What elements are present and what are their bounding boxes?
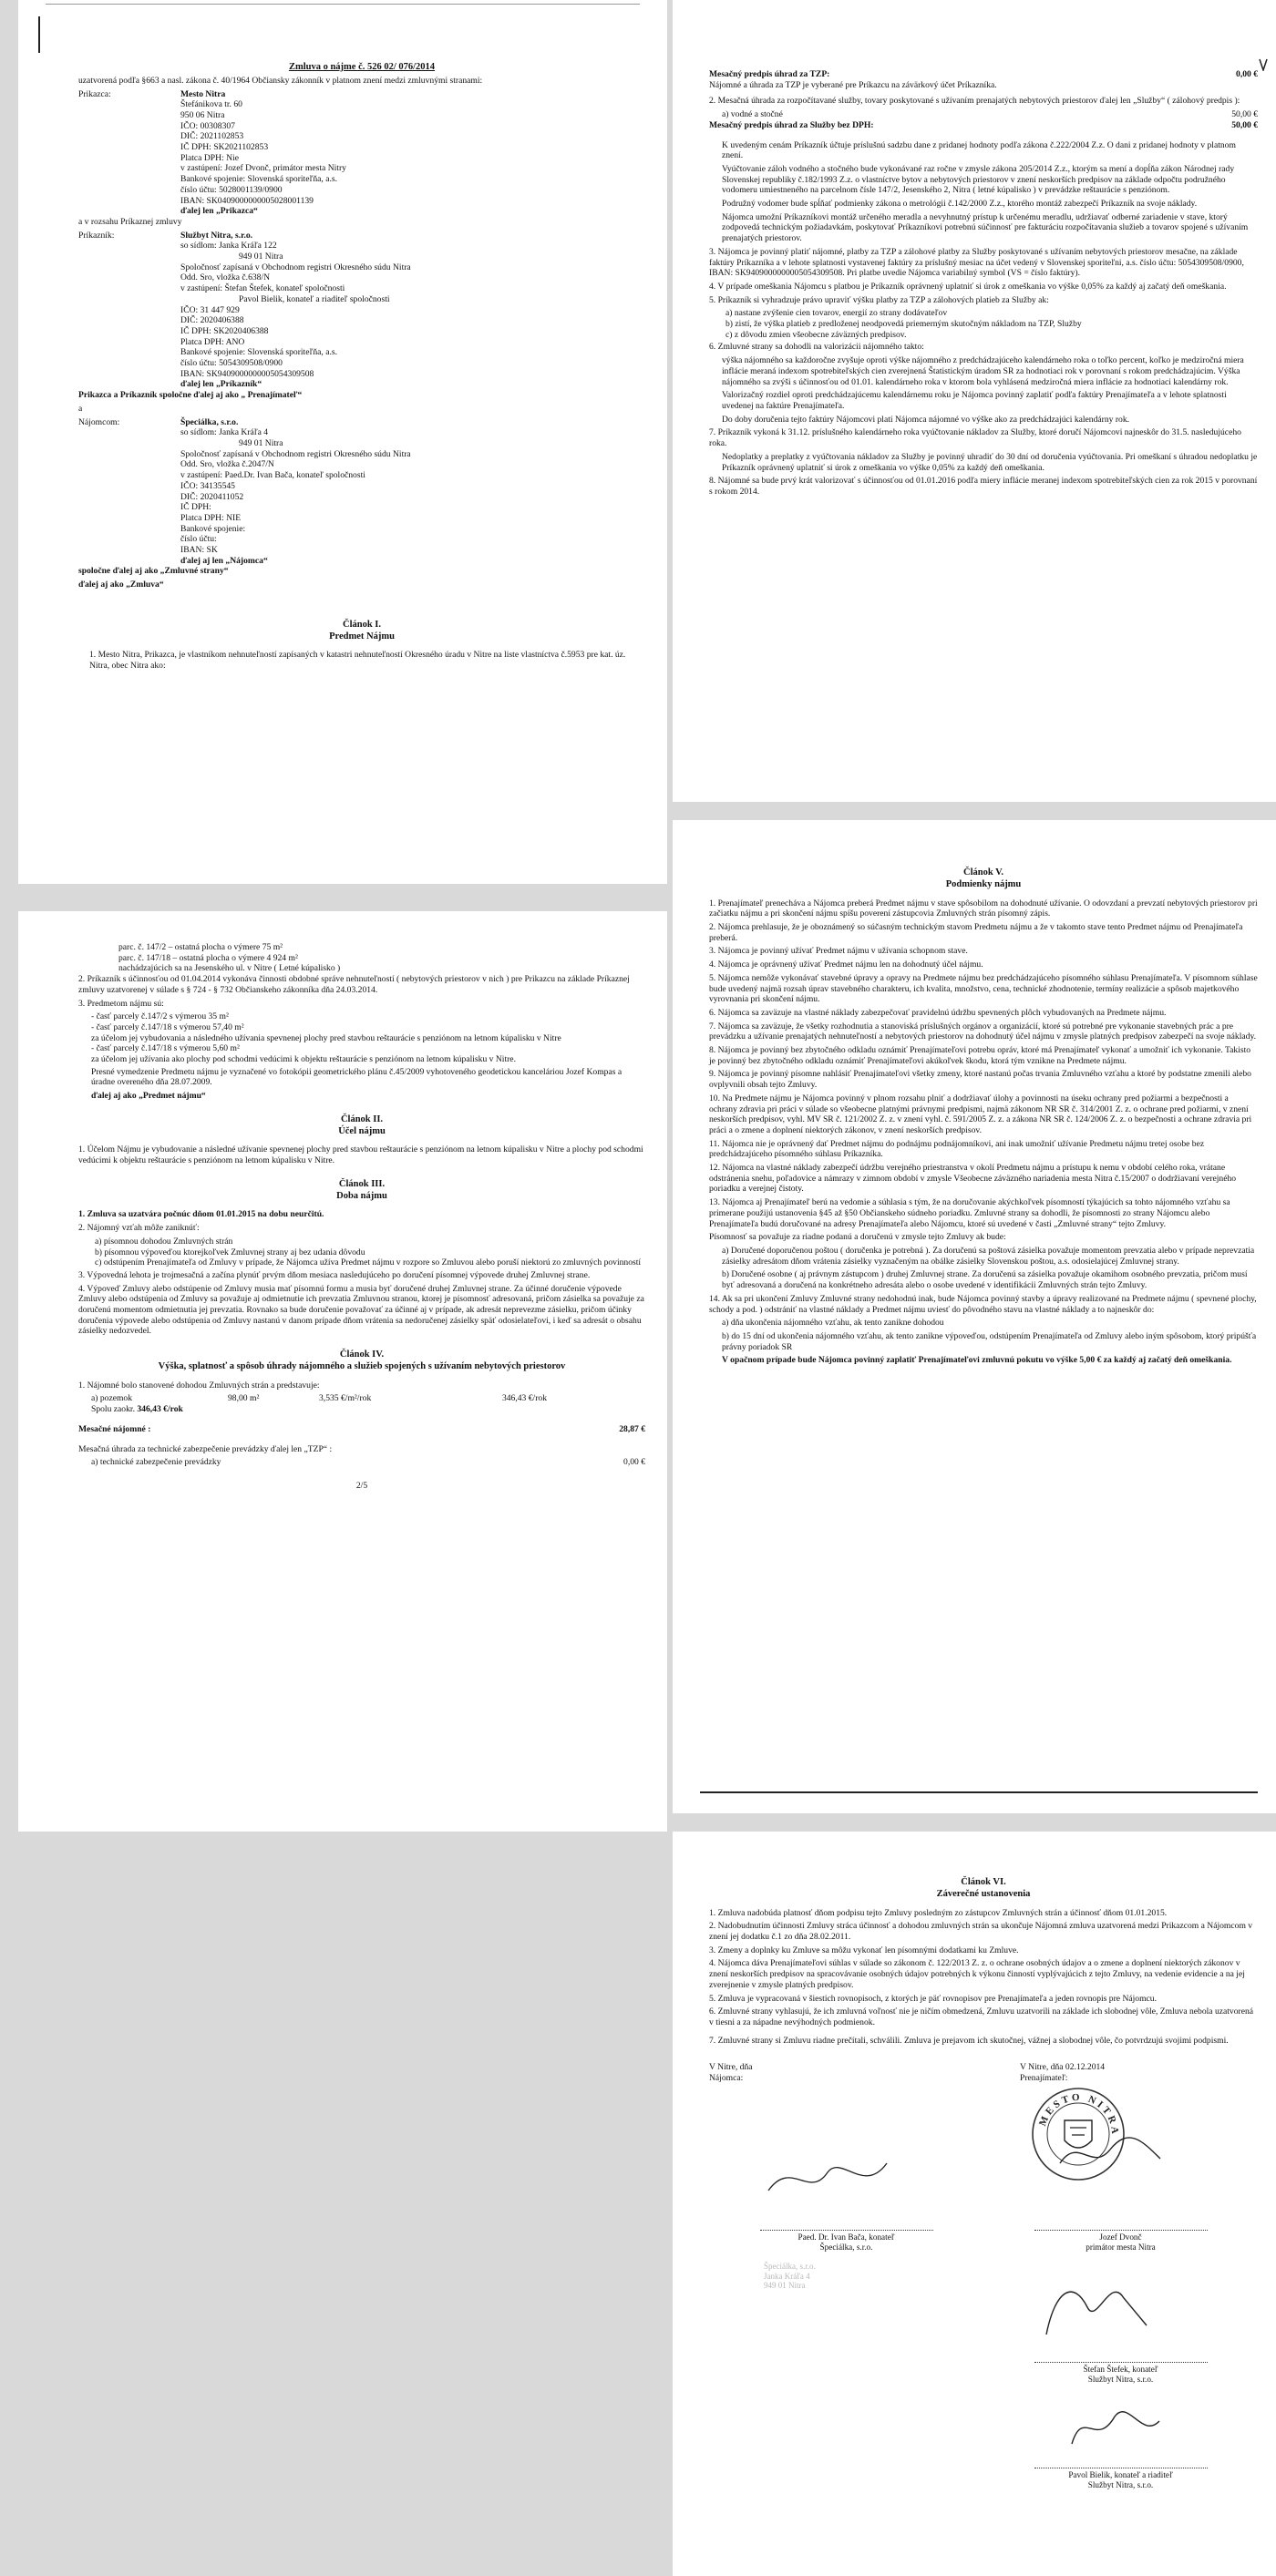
article-5-subheading: Podmienky nájmu <box>945 878 1022 889</box>
party-prikazca <box>78 89 645 217</box>
services-text: K uvedeným cenám Príkazník účtuje príslušnú sadzbu dane z pridanej hodnoty podľa zákona č.222/2004 Z.z. O dani z pridanej hodnoty v platnom znení. <box>722 139 1236 161</box>
signatory-name: Štefan Štefek, konateľ <box>1083 2365 1158 2375</box>
adjustment-reason: b) zistí, že výška platieb z predloženej neodpovedá priemerným skutočným nákladom na TZP, Služby <box>725 319 1082 330</box>
tzp-label: a) technické zabezpečenie prevádzky <box>91 1457 221 1468</box>
signatory-name: Paed. Dr. Ivan Bača, konateľ <box>798 2232 895 2242</box>
article-2-heading: Článok II. <box>340 1114 384 1124</box>
final-para: 1. Zmluva nadobúda platnosť dňom podpisu tejto Zmluvy posledným zo zástupcov Zmluvných strán a účinnosť dňom 01.01.2015. <box>709 1907 1168 1918</box>
scan-mark <box>1258 58 1269 75</box>
article-1-heading: Článok I. <box>342 619 381 630</box>
party-line: Bankové spojenie: Slovenská sporiteľňa, a.s. <box>180 347 338 358</box>
signature-area-1 <box>709 2084 1258 2221</box>
tzp-monthly-label: Mesačný predpis úhrad za TZP: <box>709 69 830 79</box>
party-line: Platca DPH: NIE <box>180 512 242 523</box>
signature-row-2 <box>709 2362 1258 2385</box>
final-para: 7. Zmluvné strany si Zmluvu riadne prečítali, schválili. Zmluva je prejavom ich skutočnej, vážnej a slobodnej vôle, čo potvrdzujú svojimi podpismi. <box>709 2035 1229 2046</box>
party-line: Pavol Bielik, konateľ a riaditeľ spoločnosti <box>239 293 390 304</box>
subject-line: - časť parcely č.147/2 s výmerou 35 m² <box>91 1011 229 1022</box>
tzp-monthly-row <box>709 69 1258 80</box>
water-row <box>709 109 1258 120</box>
party-line: DIČ: 2021102853 <box>180 131 244 142</box>
delivery-option: b) Doručené osobne ( aj právnym zástupcom ) druhej Zmluvnej strane. Za doručenú sa zásielka považuje okamihom osobného prevzatia, pričom musí byť adresovaná a doručená na konkrétneho adresáta alebo o osobe uvedené v identifikácii Zmluvných strán tejto Zmluvy. <box>722 1269 1248 1291</box>
article-1-para-1: 1. Mesto Nitra, Prikazca, je vlastníkom nehnuteľností zapísaných v katastri nehnuteľností Okresného úradu v Nitre na liste vlastníctva č.5953 pre kat. úz. Nitra, obec Nitra ako: <box>89 650 626 672</box>
price-item: a) pozemok <box>91 1393 133 1404</box>
article-6-heading: Článok VI. <box>961 1877 1006 1887</box>
party-line: Odd. Sro, vložka č.2047/N <box>180 459 274 470</box>
sum-value: 346,43 €/rok <box>137 1404 183 1415</box>
scan-mark <box>38 16 40 53</box>
contract-penalty: V opačnom prípade bude Nájomca povinný zaplatiť Prenajímateľovi zmluvnú pokutu vo výške 5,00 € za každý aj začatý deň omeškania. <box>722 1355 1232 1366</box>
party-label: Nájomcom: <box>78 416 120 427</box>
article-4-subheading: Výška, splatnosť a spôsob úhrady nájomného a služieb spojených s užívaním nebytových priestorov <box>158 1360 566 1371</box>
services-monthly-value: 50,00 € <box>1231 119 1258 130</box>
water-label: a) vodné a stočné <box>722 109 783 120</box>
party-line: so sídlom: Janka Kráľa 4 <box>180 427 269 438</box>
page-4 <box>673 820 1276 1813</box>
condition-para: 7. Nájomca sa zaväzuje, že všetky rozhodnutia a stanoviská príslušných orgánov a organizácií, ktoré sú potrebné pre vykonanie stavebných prác a pre prevádzku a užívanie prenajatých nehnuteľností a nebytových priestorov na dohodnutý účel nájmu v zmysle platných predpisov zabezpečí na svoje náklady. <box>709 1021 1257 1042</box>
monthly-rent-value: 28,87 € <box>619 1423 645 1434</box>
valorization-text: Valorizačný rozdiel oproti predchádzajúcemu kalendárnemu roku je Nájomca povinný zaplatiť podľa faktúry Prenajímateľa a v lehote splatnosti uvedenej na faktúre Prenajímateľa. <box>722 390 1227 411</box>
condition-para: 5. Nájomca nemôže vykonávať stavebné úpravy a opravy na Predmete nájmu bez predchádzajúceho písomného súhlasu Prenajímateľa. V písomnom súhlase bude uvedený najmä rozsah úprav stavebného charakteru, ich kvalita, množstvo, cena, technické zhodnotenie, termíny realizácie a spôsob majetkového vyrovnania pri skončení nájmu. <box>709 972 1258 1005</box>
condition-para: 12. Nájomca na vlastné náklady zabezpečí údržbu verejného priestranstva v okolí Predmetu nájmu a prístupu k nemu v období celého roka, vrátane odstránenia snehu, poľadovice a námrazy v zimnom období v zmysle Všeobecne záväzného nariadenia mesta Nitra č.15/2007 o dodržiavaní verejného poriadku a verejnej čistoty. <box>709 1163 1237 1195</box>
services-text: Nájomca umožní Príkazníkovi montáž určeného meradla a nevyhnutný prístup k určenému meradlu, udržiavať odberné zariadenie v stave, ktorý zodpovedá technickým požiadavkám, poskytovať Príkazníkovi potrebnú súčinnosť pre fakturáciu rozpočítavania služieb a tovarov spojené s užívaním prenajatých priestorov. <box>722 211 1249 244</box>
signature-bielik-scrawl-icon <box>1065 2398 1165 2453</box>
party-line: IČO: 34135545 <box>180 480 235 491</box>
signature-area-3 <box>709 2386 1258 2458</box>
subject-alias: ďalej aj ako „Predmet nájmu“ <box>91 1091 206 1102</box>
sum-row <box>78 1404 645 1415</box>
party-line: Platca DPH: ANO <box>180 336 245 347</box>
page-number: 2/5 <box>355 1480 368 1491</box>
contract-title: Zmluva o nájme č. 526 02/ 076/2014 <box>288 62 436 72</box>
party-line: IČ DPH: SK2020406388 <box>180 325 269 336</box>
water-value: 50,00 € <box>1231 109 1258 120</box>
party-line: 949 01 Nitra <box>239 438 283 448</box>
party-prikaznik <box>78 231 645 391</box>
subject-line: - časť parcely č.147/18 s výmerou 5,60 m² <box>91 1043 240 1054</box>
party-label: Príkazník: <box>78 230 115 241</box>
payment-para: 4. V prípade omeškania Nájomcu s platbou je Príkazník oprávnený uplatniť si úrok z omeškania vo výške 0,05% za každý aj začatý deň omeškania. <box>709 281 1227 292</box>
signature-baca <box>709 2230 983 2253</box>
removal-deadline: a) dňa ukončenia nájomného vzťahu, ak tento zaniknе dohodou <box>722 1318 944 1329</box>
article-3-subheading: Doba nájmu <box>336 1190 387 1201</box>
party-name: Mesto Nitra <box>180 88 226 99</box>
article-5-heading: Článok V. <box>963 867 1003 877</box>
delivery-option: a) Doručené doporučenou poštou ( doručenka je potrebná ). Za doručenú sa poštová zásielka považuje momentom prevzatia alebo v prípade neprevzatia zásielky adresátom dňom vrátenia zásielky vyznačeným na obálke zásielky Slovenskou poštou, a.s. odosielajúcej Zmluvnej strany. <box>722 1245 1255 1267</box>
signature-role-right: Prenajímateľ: <box>1020 2073 1068 2084</box>
adjustment-reason: a) nastane zvýšenie cien tovarov, energií zo strany dodávateľov <box>725 308 948 319</box>
parcel-line: parc. č. 147/18 – ostatná plocha o výmere 4 924 m² <box>118 952 298 963</box>
parties-together: spoločne ďalej aj ako „Zmluvné strany“ <box>78 566 229 577</box>
adjustment-reason: c) z dôvodu zmien všeobecne záväzných predpisov. <box>725 329 907 340</box>
party-line: IBAN: SK0409000000005028001139 <box>180 195 314 206</box>
condition-para: 10. Na Predmete nájmu je Nájomca povinný v plnom rozsahu plniť a dodržiavať úlohy a povinnosti na úseku ochrany pred požiarmi a bezpečnosti a ochrany zdravia pri práci v súlade so všeobecne platnými právnymi predpismi, najmä zákonom NR SR č. 314/2001 Z. z. o ochrane pred požiarmi, v znení neskorších predpisov, vyhl. MV SR č. 121/2002 Z. z. v znení vyhl. č. 591/2005 Z. z. a zákona NR SR č. 124/2006 Z. z. o bezpečnosti a ochrane zdravia pri práci a o zmene a doplnení niektorých zákonov, v znení neskorších predpisov. <box>709 1093 1252 1135</box>
party-line: číslo účtu: 5028001139/0900 <box>180 184 283 195</box>
condition-para: 14. Ak sa pri ukončení Zmluvy Zmluvné strany nedohodnú inak, bude Nájomca povinný stavby a úpravy realizované na Predmete nájmu ( spevnené plochy, schody a pod. ) odstrániť na vlastné náklady a Predmet nájmu uviesť do pôvodného stavu na vlastné náklady a to najneskôr do: <box>709 1293 1257 1315</box>
contract-alias: ďalej aj ako „Zmluva“ <box>78 580 164 590</box>
article-1-subheading: Predmet Nájmu <box>329 631 395 641</box>
signature-role-left: Nájomca: <box>709 2073 744 2084</box>
party-name: Službyt Nitra, s.r.o. <box>180 230 253 241</box>
party-line: IČ DPH: SK2021102853 <box>180 142 269 153</box>
condition-para: 8. Nájomca je povinný bez zbytočného odkladu oznámiť Prenajímateľovi potrebu opráv, ktoré má Prenajímateľ vykonať a umožniť ich vykonanie. Takisto je povinný bez zbytočného odkladu oznámiť Prenajímateľovi akúkoľvek škodu, ktorá tým vznikne na Predmete nájmu. <box>709 1045 1251 1066</box>
party-najomca <box>78 417 645 567</box>
removal-deadline: b) do 15 dní od ukončenia nájomného vzťahu, ak tento zaniknе výpoveďou, odstúpením Prenajímateľa od Zmluvy alebo iným spôsobom, ktorý pripúšťa právny poriadok SR <box>722 1330 1257 1352</box>
party-line: Platca DPH: Nie <box>180 152 239 163</box>
seal-text: MESTO NITRA <box>1036 2091 1121 2137</box>
signature-header <box>709 2062 1258 2083</box>
party-line: ďalej len „Prikazca“ <box>180 206 258 217</box>
party-line: Bankové spojenie: Slovenská sporiteľňa, a.s. <box>180 174 338 185</box>
page-1-header <box>18 0 667 884</box>
condition-para: 4. Nájomca je oprávnený užívať Predmet nájmu len na dohodnutý účel nájmu. <box>709 960 983 970</box>
party-line: 950 06 Nitra <box>180 109 225 120</box>
corner-mark-icon <box>1258 58 1269 71</box>
signature-baca-scrawl-icon <box>764 2150 891 2204</box>
stamp-line: 949 01 Nitra <box>764 2280 806 2290</box>
termination-option: c) odstúpením Prenajímateľa od Zmluvy v prípade, že Nájomca užíva Predmet nájmu v rozpore so Zmluvou alebo poruší niektorú zo zmluvných povinností <box>95 1257 642 1268</box>
party-connector: a v rozsahu Príkaznej zmluvy <box>78 216 182 227</box>
condition-para: Písomnosť sa považuje za riadne podanú a doručenú v zmysle tejto Zmluvy ak bude: <box>709 1232 1006 1243</box>
article-3-para-2: 2. Nájomný vzťah môže zaniknúť: <box>78 1223 200 1234</box>
parcel-line: parc. č. 147/2 – ostatná plocha o výmere 75 m² <box>118 942 283 952</box>
condition-para: 3. Nájomca je povinný užívať Predmet nájmu v užívania schopnom stave. <box>709 946 968 957</box>
party-line: DIČ: 2020406388 <box>180 315 244 326</box>
page-3 <box>673 0 1276 802</box>
article-3-para-4: 4. Výpoveď Zmluvy alebo odstúpenie od Zmluvy musia mať písomnú formu a musia byť doručené druhej Zmluvnej strane. Za účinné doručenie výpovede Zmluvy alebo odstúpenia od Zmluvy sa považuje aj odmietnutie ich prevzatia Zmluvnou stranou, ktorej je písomnosť adresovaná, pričom zásielka sa považuje za doručenú momentom odmietnutia jej prevzatia. Rovnako sa bude doručenie považovať za účinné aj v prípade, ak adresát neprevezme zásielku, pričom účinky doručenia výpovede alebo odstúpenia od Zmluvy nastanú v danom prípade dňom vrátenia sa nedoručenej zásielky späť odosielateľovi, i keď sa adresát o obsahu zásielky nedozvedel. <box>78 1283 644 1337</box>
party-connector: Prikazca a Príkazník spoločne ďalej aj ako „ Prenajímateľ“ <box>78 390 303 401</box>
valorization-text: výška nájomného sa každoročne zvyšuje oproti výške nájomného z predchádzajúceho kalendárneho roka o toľko percent, koľko je medziročná miera inflácie meraná indexom spotrebiteľských cien zverejnená Štatistickým úradom SR za hodnotiaci rok v porovnaní s rokom predchádzajúcim. Výška nájomného sa zvýši s účinnosťou od 01.01. kalendárneho roka v ktorom bola vyhlásená medziročná miera inflácie za hodnotiaci kalendárny rok. <box>722 355 1244 387</box>
party-line: ďalej len „Príkazník“ <box>180 379 262 390</box>
signature-row-1 <box>709 2230 1258 2253</box>
tzp-intro: Mesačná úhrada za technické zabezpečenie prevádzky ďalej len „TZP“ : <box>78 1443 333 1454</box>
party-line: Bankové spojenie: <box>180 523 246 534</box>
subject-line: - časť parcely č.147/18 s výmerou 57,40 m² <box>91 1021 244 1032</box>
party-label: Prikazca: <box>78 88 111 99</box>
parcel-line: nachádzajúcich sa na Jesenského ul. v Nitre ( Letné kúpalisko ) <box>118 963 341 974</box>
payment-para: 5. Príkazník si vyhradzuje právo upraviť výšku platby za TZP a zálohových platieb za Služby ak: <box>709 294 1049 305</box>
monthly-rent-label: Mesačné nájomné : <box>78 1423 151 1434</box>
stamp-line: Špeciálka, s.r.o. <box>764 2262 816 2272</box>
price-rate: 3,535 €/m²/rok <box>319 1393 372 1404</box>
tzp-value: 0,00 € <box>623 1457 645 1468</box>
tzp-note: Nájomné a úhrada za TZP je vyberané pre Príkazcu na závärkový účet Príkazníka. <box>709 79 997 90</box>
tzp-row <box>78 1457 645 1468</box>
article-3-para-3: 3. Výpovedná lehota je trojmesačná a začína plynúť prvým dňom mesiaca nasledujúceho po doručení písomnej výpovede druhej Zmluvnej strane. <box>78 1269 591 1280</box>
party-line: IČ DPH: <box>180 502 211 513</box>
page-2 <box>18 911 667 1832</box>
party-line: IČO: 00308307 <box>180 120 235 131</box>
contract-intro: uzatvorená podľa §663 a nasl. zákona č. 40/1964 Občiansky zákonník v platnom znení medzi zmluvnými stranami: <box>78 75 483 86</box>
monthly-rent-row <box>78 1424 645 1435</box>
scan-border <box>700 1791 1258 1793</box>
price-area: 98,00 m² <box>228 1393 260 1404</box>
condition-para: 2. Nájomca prehlasuje, že je oboznámený so súčasným technickým stavom Predmetu nájmu a že v takomto stave tento Predmet nájmu od Prenajímateľa preberá. <box>709 922 1243 943</box>
article-1-para-2: 2. Príkazník s účinnosťou od 01.04.2014 vykonáva činnosti obdobné správe nehnuteľností ( nebytových priestorov v nich ) pre Prikazcu na základe Príkaznej zmluvy uzatvorenej v súlade s § 724 - § 732 Občianskeho zákonníka dňa 24.03.2014. <box>78 974 630 995</box>
signatory-title: primátor mesta Nitra <box>1086 2242 1156 2252</box>
party-line: Odd. Sro, vložka č.638/N <box>180 272 271 283</box>
valorization-para: 6. Zmluvné strany sa dohodli na valorizácii nájomného takto: <box>709 342 924 353</box>
article-3-heading: Článok III. <box>338 1178 386 1189</box>
subject-line: za účelom jej vybudovania a následného užívania spevnenej plochy pred stavbou reštaurácie s penziónom na letnom kúpalisku v Nitre <box>91 1032 561 1043</box>
condition-para: 6. Nájomca sa zaväzuje na vlastné náklady zabezpečovať pravidelnú údržbu spevnených plôch vybudovaných na Predmete nájmu. <box>709 1007 1167 1018</box>
signature-area-2 <box>709 2253 1258 2353</box>
article-2-para-1: 1. Účelom Nájmu je vybudovanie a následné užívanie spevnenej plochy pred stavbou reštaurácie s penziónom na letnom kúpalisku v Nitre a plochy pod schodmi vedúcimi k objektu reštaurácie s penziónom na letnom kúpalisku v Nitre. <box>78 1144 643 1166</box>
party-line: DIČ: 2020411052 <box>180 491 244 502</box>
final-para: 2. Nadobudnutím účinnosti Zmluvy stráca účinnosť a dohodou zmluvných strán sa ukončuje Nájomná zmluva uzatvorená medzi Prikazcom a Nájomcom v znení jej dodatku č.1 zo dňa 28.02.2011. <box>709 1921 1253 1942</box>
final-para: 6. Zmluvné strany vyhlasujú, že ich zmluvná voľnosť nie je ničím obmedzená, Zmluvu uzatvorili na základe ich slobodnej vôle, Zmluva nebola uzatvorená v tiesni a za nápadne nevýhodných podmienok. <box>709 2006 1254 2027</box>
sum-label: Spolu zaokr. <box>91 1404 135 1415</box>
article-1-para-3: 3. Predmetom nájmu sú: <box>78 998 164 1009</box>
price-row <box>78 1393 645 1404</box>
price-total: 346,43 €/rok <box>501 1393 547 1404</box>
party-name: Špeciálka, s.r.o. <box>180 416 239 427</box>
precise-definition: Presné vymedzenie Predmetu nájmu je vyznačené vo fotokópii geometrického plánu č.45/2009 vyhotoveného geodetickou kanceláriou Jozef Kompas a úradne overeného dňa 28.07.2009. <box>91 1066 623 1088</box>
party-line: 949 01 Nitra <box>239 251 283 262</box>
signatory-company: Špeciálka, s.r.o. <box>819 2242 873 2252</box>
signature-stefek-scrawl-icon <box>1037 2271 1156 2344</box>
condition-para: 9. Nájomca je povinný písomne nahlásiť Prenajímateľovi všetky zmeny, ktoré nastanú počas trvania Zmluvného vzťahu a ktoré by podstatne zmenili alebo ovplyvnili obsah tejto Zmluvy. <box>709 1069 1251 1091</box>
party-line: číslo účtu: 5054309508/0900 <box>180 358 283 369</box>
condition-para: 1. Prenajímateľ prenecháva a Nájomca preberá Predmet nájmu v stave spôsobilom na dohodnuté užívanie. O odovzdaní a prevzatí nebytových priestorov pri začiatku nájmu a pri skončení nájmu spíšu poverení zástupcovia Zmluvných strán písomný zápis. <box>709 898 1258 919</box>
article-2-subheading: Účel nájmu <box>338 1125 386 1136</box>
page-5 <box>673 1832 1276 2576</box>
termination-option: b) písomnou výpoveďou ktorejkoľvek Zmluvnej strany aj bez udania dôvodu <box>95 1247 365 1257</box>
final-para: 4. Nájomca dáva Prenajímateľovi súhlas v súlade so zákonom č. 122/2013 Z. z. o ochrane osobných údajov a o zmene a doplnení niektorých zákonov v znení neskorších predpisov na spracovávanie osobných údajov potrebných k výkonu činností vyplývajúcich z tejto Zmluvy, na vedenie evidencie a na jej zverejnenie v zmysle platných predpisov. <box>709 1958 1245 1990</box>
tzp-monthly-value: 0,00 € <box>1236 69 1258 79</box>
signature-row-3 <box>709 2468 1258 2490</box>
condition-para: 11. Nájomca nie je oprávnený dať Predmet nájmu do podnájmu podnájomníkovi, ani inak umožniť užívanie Predmetu nájmu tretej osobe bez predchádzajúceho písomného súhlasu Príkazníka. <box>709 1138 1205 1160</box>
signatory-name: Pavol Bielik, konateľ a riaditeľ <box>1068 2469 1173 2479</box>
signatory-company: Službyt Nitra, s.r.o. <box>1087 2479 1154 2489</box>
signature-dvonc-scrawl-icon <box>1055 2131 1165 2177</box>
article-4-heading: Článok IV. <box>339 1350 385 1360</box>
termination-option: a) písomnou dohodou Zmluvných strán <box>95 1236 233 1247</box>
party-line: IČO: 31 447 929 <box>180 304 240 315</box>
stamp-line: Janka Kráľa 4 <box>764 2271 810 2281</box>
signature-dvonc <box>983 2230 1258 2253</box>
faint-company-stamp <box>764 2262 816 2290</box>
settlement-text: Nedoplatky a preplatky z vyúčtovania nákladov za Služby je povinný uhradiť do 30 dní od doručenia vyúčtovania. Pri omeškaní s úhradou nedoplatku je Príkazník oprávnený uplatniť si úrok z omeškania vo výške 0,05% za každý deň omeškania. <box>722 451 1258 473</box>
party-connector: a <box>78 403 83 414</box>
signature-stefek <box>983 2362 1258 2385</box>
services-text: Vyúčtovanie záloh vodného a stočného bude vykonávané raz ročne v zmysle zákona 205/2014 Z.z., ktorým sa mení a dopĺňa zákon Národnej rady Slovenskej republiky č.182/1993 Z.z. o vlastníctve bytov a nebytových priestorov v znení neskorších predpisov na základe odpočtu podružného vodomeru umiestneného na parcelnom čísle 147/2, Jesenského 2, Nitra ( letné kúpalisko ) v prevádzke reštaurácie s penziónom. <box>722 163 1235 196</box>
settlement-para: 7. Príkazník vykoná k 31.12. príslušného kalendárneho roka vyúčtovanie nákladov za Služby, ktoré doručí Nájomcovi najneskôr do 31.5. nasledujúceho roka. <box>709 427 1241 449</box>
valorization-text: Do doby doručenia tejto faktúry Nájomcovi platí Nájomca nájomné vo výške ako za predchádzajúci kalendárny rok. <box>722 414 1130 425</box>
article-6-subheading: Záverečné ustanovenia <box>936 1888 1031 1899</box>
services-para: 2. Mesačná úhrada za rozpočítavané služby, tovary poskytované s užívaním prenajatých nebytových priestorov ďalej len „Služby“ ( zálohový predpis ): <box>709 96 1240 107</box>
signatory-company: Službyt Nitra, s.r.o. <box>1087 2375 1154 2385</box>
party-line: IBAN: SK9409000000005054309508 <box>180 368 314 379</box>
signature-bielik <box>983 2468 1258 2490</box>
final-para: 3. Zmeny a doplnky ku Zmluve sa môžu vykonať len písomnými dodatkami ku Zmluve. <box>709 1945 1019 1955</box>
scan-border <box>46 4 640 5</box>
first-valorization: 8. Nájomné sa bude prvý krát valorizovať s účinnosťou od 01.01.2016 podľa miery inflácie meranej indexom spotrebiteľských cien za rok 2015 v porovnaní s rokom 2014. <box>709 476 1258 497</box>
article-3-para-1: 1. Zmluva sa uzatvára počnúc dňom 01.01.2015 na dobu neurčitú. <box>78 1209 324 1220</box>
signature-place-left: V Nitre, dňa <box>709 2062 753 2073</box>
party-line: v zastúpení: Jozef Dvonč, primátor mesta Nitry <box>180 163 346 174</box>
article-4-para-1: 1. Nájomné bolo stanovené dohodou Zmluvných strán a predstavuje: <box>78 1380 320 1391</box>
party-line: so sídlom: Janka Kráľa 122 <box>180 241 277 251</box>
party-line: IBAN: SK <box>180 545 218 556</box>
party-line: Štefánikova tr. 60 <box>180 99 242 110</box>
party-line: v zastúpení: Štefan Štefek, konateľ spoločnosti <box>180 283 345 294</box>
subject-line: za účelom jej užívania ako plochy pod schodmi vedúcimi k objektu reštaurácie s penziónom na letnom kúpalisku v Nitre. <box>91 1054 516 1065</box>
party-line: Spoločnosť zapísaná v Obchodnom registri Okresného súdu Nitra <box>180 262 411 272</box>
party-line: ďalej aj len „Nájomca“ <box>180 555 268 566</box>
party-line: v zastúpení: Paed.Dr. Ivan Bača, konateľ spoločnosti <box>180 470 365 481</box>
party-line: Spoločnosť zapísaná v Obchodnom registri Okresného súdu Nitra <box>180 448 411 459</box>
signature-place-right: V Nitre, dňa 02.12.2014 <box>1020 2062 1106 2073</box>
party-line: číslo účtu: <box>180 534 217 545</box>
final-para: 5. Zmluva je vypracovaná v šiestich rovnopisoch, z ktorých je päť rovnopisov pre Prenajímateľa a jeden rovnopis pre Nájomcu. <box>709 1993 1158 2004</box>
services-monthly-label: Mesačný predpis úhrad za Služby bez DPH: <box>709 119 874 130</box>
services-text: Podružný vodomer bude spĺňať podmienky zákona o metrológii č.142/2000 Z.z., ktorého montáž zabezpečí Príkazník na svoje náklady. <box>722 199 1198 210</box>
signatory-name: Jozef Dvonč <box>1099 2232 1142 2242</box>
payment-para: 3. Nájomca je povinný platiť nájomné, platby za TZP a zálohové platby za Služby poskytované s užívaním nebytových priestorov mesačne, na základe faktúry Príkazníka a v lehote splatnosti vystavenej faktúry za príslušný mesiac na účet vedený v Slovenskej sporiteľni, a.s. číslo účtu: 5054309508/0900, IBAN: SK9409000000005054309508. Pri platbe uvedie Nájomca variabilný symbol (VS = číslo faktúry). <box>709 246 1244 279</box>
condition-para: 13. Nájomca aj Prenajímateľ berú na vedomie a súhlasia s tým, že na doručovanie akýchkoľvek písomností týkajúcich sa tohto nájomného vzťahu sa primerane použijú ustanovenia §45 až §50 Občianskeho súdneho poriadku. Zmluvné strany sa dohodli, že písomnosti zo strany Nájomcu alebo Prenajímateľa budú doručované na adresy Prenajímateľa alebo Nájomcu, ktoré sú uvedené v časti „Zmluvné strany“ tejto Zmluvy. <box>709 1197 1230 1229</box>
services-monthly-row <box>709 120 1258 131</box>
